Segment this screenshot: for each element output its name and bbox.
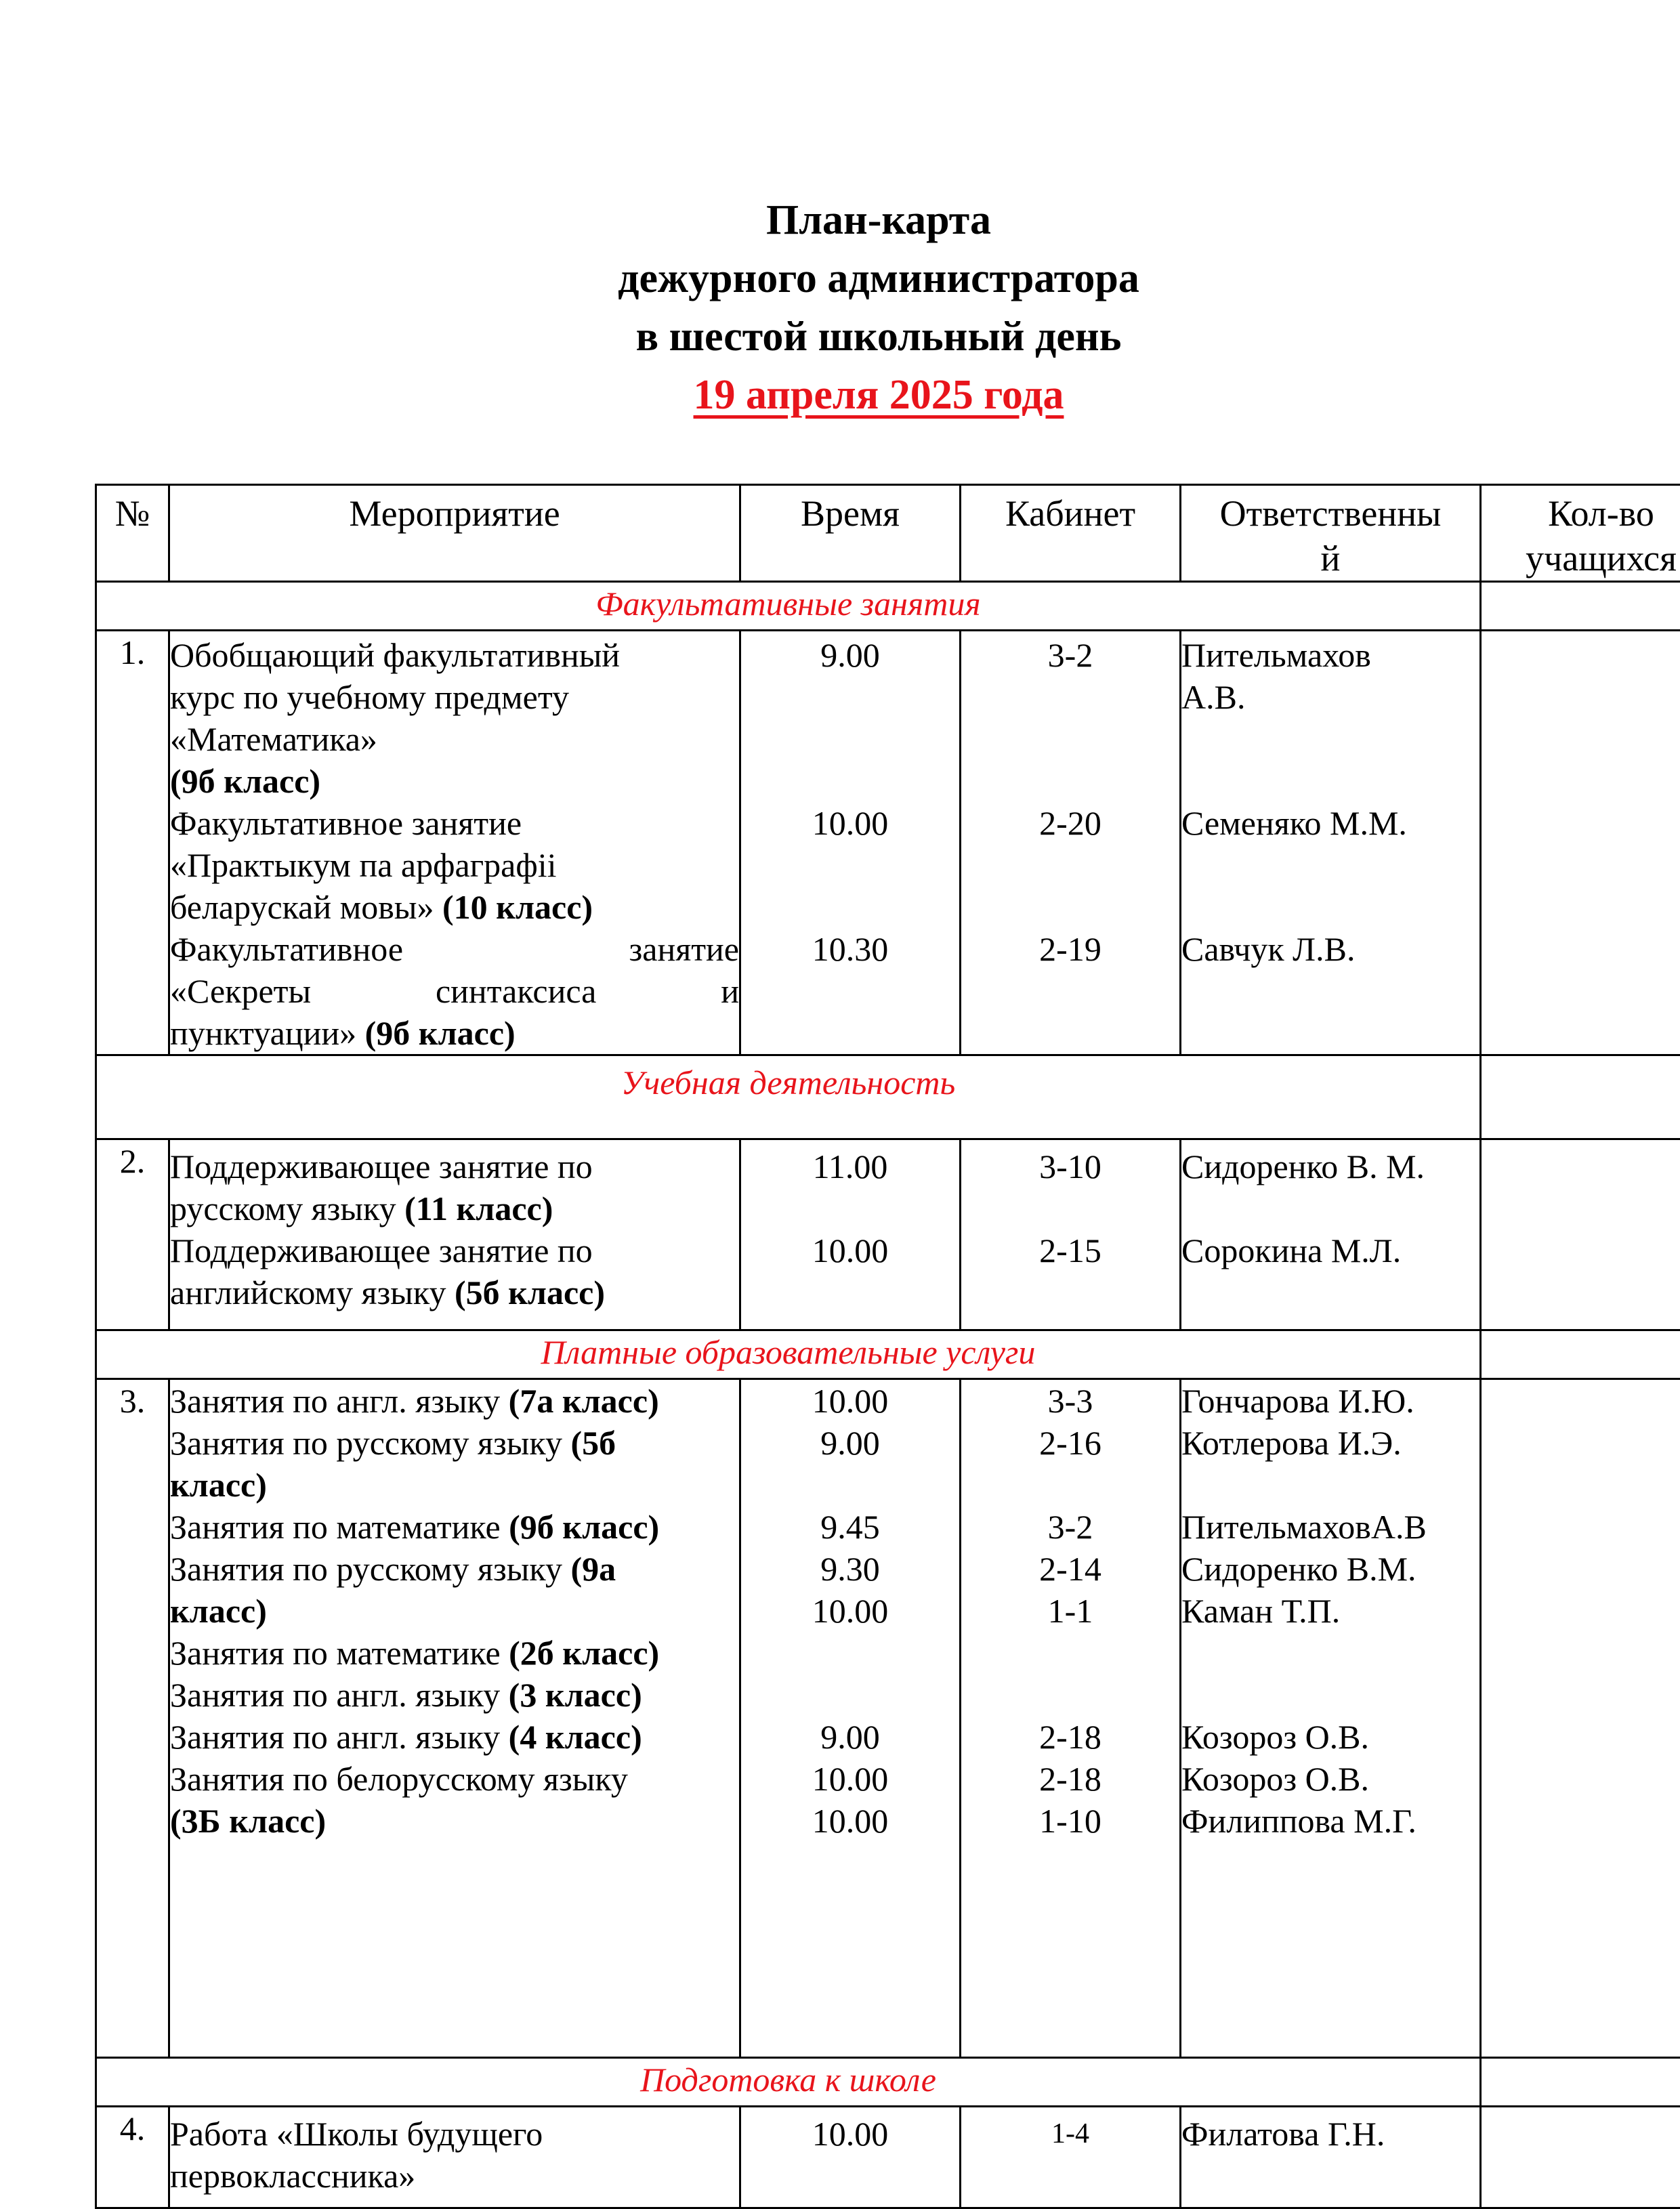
time-value	[741, 1187, 959, 1229]
responsible-value	[1181, 1632, 1479, 1674]
header-responsible-line1: Ответственны	[1181, 491, 1479, 536]
room-value	[961, 1464, 1179, 1506]
time-value: 9.00	[741, 1422, 959, 1464]
responsible-cell	[1181, 1379, 1481, 2058]
event-class-label: (9б класс)	[170, 762, 320, 800]
event-line	[170, 970, 739, 1012]
event-text: Занятия по русскому языку	[170, 1550, 570, 1588]
header-room: Кабинет	[961, 485, 1181, 582]
room-value: 1-4	[961, 2113, 1179, 2155]
event-class-label: класс)	[170, 1592, 267, 1630]
event-line	[170, 760, 739, 802]
event-cell	[169, 1379, 740, 2058]
room-value	[961, 886, 1179, 928]
responsible-value	[1181, 1674, 1479, 1716]
section-row	[96, 1055, 1680, 1139]
time-value	[741, 1271, 959, 1313]
event-text: Занятия по англ. языку	[170, 1676, 509, 1714]
row-number: 1.	[96, 631, 169, 1055]
time-cell	[740, 631, 961, 1055]
title-line-1: План-карта	[0, 191, 1680, 249]
section-row	[96, 1330, 1680, 1379]
responsible-value	[1181, 970, 1479, 1012]
event-line	[170, 802, 739, 844]
section-title: Учебная деятельность	[96, 1055, 1481, 1139]
title-date: 19 апреля 2025 года	[694, 372, 1064, 418]
room-value	[961, 1012, 1179, 1054]
event-class-label: (9б класс)	[365, 1014, 516, 1052]
event-text: курс по учебному предмету	[170, 678, 569, 716]
event-line	[170, 1506, 739, 1548]
time-value: 9.00	[741, 1716, 959, 1758]
event-text: Занятия по белорусскому языку	[170, 1760, 628, 1798]
time-value: 10.00	[741, 1380, 959, 1422]
event-cell	[169, 1139, 740, 1330]
responsible-value	[1181, 718, 1479, 760]
room-cell	[961, 2107, 1181, 2208]
section-title: Платные образовательные услуги	[96, 1330, 1481, 1379]
room-value	[961, 1632, 1179, 1674]
section-title: Подготовка к школе	[96, 2058, 1481, 2107]
event-line	[170, 634, 739, 676]
header-count-line1: Кол-во	[1482, 491, 1680, 536]
event-text: Занятия по русскому языку	[170, 1424, 570, 1462]
event-line	[170, 676, 739, 718]
event-cell	[169, 631, 740, 1055]
count-cell	[1481, 631, 1680, 1055]
responsible-value: Семеняко М.М.	[1181, 802, 1479, 844]
table-row	[96, 1379, 1680, 2058]
event-line	[170, 1187, 739, 1229]
event-class-label: (9а	[570, 1550, 616, 1588]
event-line	[170, 1012, 739, 1054]
room-cell	[961, 631, 1181, 1055]
time-value: 9.00	[741, 634, 959, 676]
header-num: №	[96, 485, 169, 582]
event-cell	[169, 2107, 740, 2208]
event-text: «Математика»	[170, 720, 377, 758]
header-count-line2: учащихся	[1482, 536, 1680, 581]
event-class-label: (10 класс)	[442, 888, 593, 926]
event-line	[170, 928, 739, 970]
responsible-value	[1181, 844, 1479, 886]
responsible-value: Пительмахов	[1181, 634, 1479, 676]
responsible-value	[1181, 1187, 1479, 1229]
event-text: Факультативное занятие	[170, 804, 522, 842]
room-cell	[961, 1379, 1181, 2058]
time-value	[741, 1674, 959, 1716]
time-value: 10.30	[741, 928, 959, 970]
responsible-value	[1181, 760, 1479, 802]
event-line	[170, 1716, 739, 1758]
responsible-value: Сидоренко В. М.	[1181, 1145, 1479, 1187]
room-value: 2-18	[961, 1716, 1179, 1758]
event-line	[170, 1380, 739, 1422]
responsible-value: Савчук Л.В.	[1181, 928, 1479, 970]
time-value: 10.00	[741, 1758, 959, 1800]
room-value: 2-16	[961, 1422, 1179, 1464]
time-value	[741, 760, 959, 802]
responsible-value: ПительмаховА.В	[1181, 1506, 1479, 1548]
event-text: Работа «Школы будущего	[170, 2115, 543, 2153]
responsible-cell	[1181, 631, 1481, 1055]
event-text: первоклассника»	[170, 2157, 415, 2195]
room-value: 2-14	[961, 1548, 1179, 1590]
time-value: 10.00	[741, 1800, 959, 1842]
room-value: 2-15	[961, 1229, 1179, 1271]
event-class-label: (7а класс)	[509, 1382, 659, 1420]
room-value: 2-18	[961, 1758, 1179, 1800]
event-line	[170, 2155, 739, 2197]
responsible-value	[1181, 2155, 1479, 2197]
document-title	[0, 191, 1680, 424]
time-value	[741, 886, 959, 928]
event-line	[170, 1422, 739, 1464]
event-class-label: (5б класс)	[455, 1274, 605, 1311]
event-line	[170, 1464, 739, 1506]
event-line	[170, 1674, 739, 1716]
event-class-label: (11 класс)	[404, 1190, 553, 1227]
room-value: 1-1	[961, 1590, 1179, 1632]
room-value	[961, 1674, 1179, 1716]
time-value: 10.00	[741, 2113, 959, 2155]
event-text: Обобщающий факультативный	[170, 636, 620, 674]
event-line	[170, 1145, 739, 1187]
event-line	[170, 844, 739, 886]
time-value: 11.00	[741, 1145, 959, 1187]
event-text: английскому языку	[170, 1274, 455, 1311]
event-line	[170, 2113, 739, 2155]
event-text: «Практыкум па арфаграфіі	[170, 846, 557, 884]
event-line	[170, 886, 739, 928]
header-responsible	[1181, 485, 1481, 582]
room-value	[961, 760, 1179, 802]
responsible-value: Козороз О.В.	[1181, 1716, 1479, 1758]
event-text: «Секреты	[170, 970, 311, 1012]
event-text: Занятия по англ. языку	[170, 1382, 509, 1420]
time-value: 10.00	[741, 1229, 959, 1271]
count-cell	[1481, 1330, 1680, 1379]
room-value	[961, 1187, 1179, 1229]
room-value	[961, 676, 1179, 718]
row-number: 2.	[96, 1139, 169, 1330]
table-row	[96, 1139, 1680, 1330]
event-line	[170, 1548, 739, 1590]
event-text: Поддерживающее занятие по	[170, 1232, 593, 1269]
event-class-label: (3Б класс)	[170, 1802, 326, 1840]
section-row	[96, 2058, 1680, 2107]
table-row	[96, 631, 1680, 1055]
time-cell	[740, 1139, 961, 1330]
time-value	[741, 844, 959, 886]
time-cell	[740, 1379, 961, 2058]
count-cell	[1481, 1139, 1680, 1330]
room-value	[961, 718, 1179, 760]
event-line	[170, 1590, 739, 1632]
event-line	[170, 718, 739, 760]
event-text: Занятия по математике	[170, 1634, 509, 1672]
header-responsible-line2: й	[1181, 536, 1479, 581]
time-value: 9.45	[741, 1506, 959, 1548]
event-line	[170, 1271, 739, 1313]
responsible-value: Филатова Г.Н.	[1181, 2113, 1479, 2155]
time-value: 10.00	[741, 802, 959, 844]
responsible-value: Каман Т.П.	[1181, 1590, 1479, 1632]
event-text: пунктуации»	[170, 1014, 365, 1052]
responsible-cell	[1181, 1139, 1481, 1330]
responsible-value: Котлерова И.Э.	[1181, 1422, 1479, 1464]
responsible-value: Сорокина М.Л.	[1181, 1229, 1479, 1271]
room-value	[961, 970, 1179, 1012]
event-text: Занятия по математике	[170, 1508, 509, 1546]
table-row	[96, 2107, 1680, 2208]
event-text: синтаксиса	[436, 970, 596, 1012]
event-line	[170, 1758, 739, 1800]
responsible-value	[1181, 1271, 1479, 1313]
room-value: 3-10	[961, 1145, 1179, 1187]
time-value	[741, 1632, 959, 1674]
event-class-label: (5б	[570, 1424, 616, 1462]
event-line	[170, 1800, 739, 1842]
room-value	[961, 844, 1179, 886]
responsible-cell	[1181, 2107, 1481, 2208]
header-count	[1481, 485, 1680, 582]
time-value: 9.30	[741, 1548, 959, 1590]
event-text: русскому языку	[170, 1190, 404, 1227]
time-value: 10.00	[741, 1590, 959, 1632]
responsible-value: Козороз О.В.	[1181, 1758, 1479, 1800]
row-number: 4.	[96, 2107, 169, 2208]
event-class-label: (2б класс)	[509, 1634, 659, 1672]
event-class-label: (4 класс)	[509, 1718, 642, 1756]
room-value: 2-20	[961, 802, 1179, 844]
room-value	[961, 2155, 1179, 2197]
count-cell	[1481, 2107, 1680, 2208]
responsible-value: Гончарова И.Ю.	[1181, 1380, 1479, 1422]
header-time: Время	[740, 485, 961, 582]
title-line-2: дежурного администратора	[0, 249, 1680, 308]
event-text: Факультативное	[170, 928, 403, 970]
room-cell	[961, 1139, 1181, 1330]
time-cell	[740, 2107, 961, 2208]
event-line	[170, 1632, 739, 1674]
event-text: и	[721, 970, 739, 1012]
time-value	[741, 718, 959, 760]
time-value	[741, 1464, 959, 1506]
count-cell	[1481, 2058, 1680, 2107]
event-class-label: (9б класс)	[509, 1508, 659, 1546]
count-cell	[1481, 1055, 1680, 1139]
time-value	[741, 676, 959, 718]
title-line-3: в шестой школьный день	[0, 308, 1680, 366]
room-value: 3-2	[961, 634, 1179, 676]
time-value	[741, 970, 959, 1012]
duty-plan-table	[95, 484, 1680, 2209]
responsible-value	[1181, 1464, 1479, 1506]
count-cell	[1481, 1379, 1680, 2058]
room-value: 3-3	[961, 1380, 1179, 1422]
room-value: 2-19	[961, 928, 1179, 970]
section-title: Факультативные занятия	[96, 582, 1481, 631]
event-text: Поддерживающее занятие по	[170, 1148, 593, 1185]
room-value	[961, 1271, 1179, 1313]
header-row	[96, 485, 1680, 582]
responsible-value: Филиппова М.Г.	[1181, 1800, 1479, 1842]
responsible-value	[1181, 1012, 1479, 1054]
time-value	[741, 2155, 959, 2197]
time-value	[741, 1012, 959, 1054]
responsible-value	[1181, 886, 1479, 928]
header-event: Мероприятие	[169, 485, 740, 582]
event-class-label: класс)	[170, 1466, 267, 1504]
responsible-value: Сидоренко В.М.	[1181, 1548, 1479, 1590]
event-text: Занятия по англ. языку	[170, 1718, 509, 1756]
room-value: 1-10	[961, 1800, 1179, 1842]
event-class-label: (3 класс)	[509, 1676, 642, 1714]
event-line	[170, 1229, 739, 1271]
count-cell	[1481, 582, 1680, 631]
section-row	[96, 582, 1680, 631]
row-number: 3.	[96, 1379, 169, 2058]
responsible-value: А.В.	[1181, 676, 1479, 718]
event-text: занятие	[629, 928, 740, 970]
room-value: 3-2	[961, 1506, 1179, 1548]
event-text: беларускай мовы»	[170, 888, 442, 926]
